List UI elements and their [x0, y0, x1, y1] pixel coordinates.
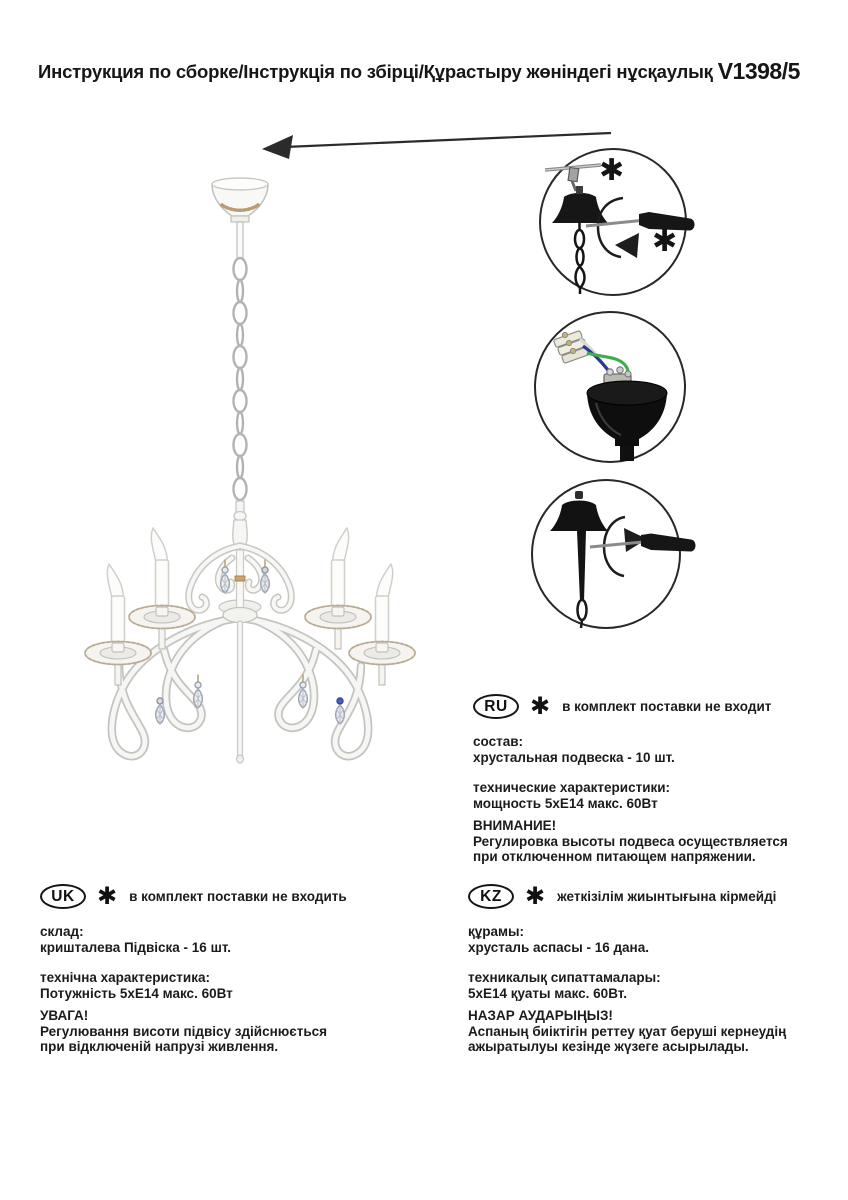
- section-ru: [473, 691, 818, 865]
- warning-line: Аспаның биіктігін реттеу қуат беруші кернеудің: [468, 1023, 787, 1039]
- warning-line: при відключеній напрузі живлення.: [40, 1039, 279, 1054]
- model-number: V1398/5: [717, 58, 800, 84]
- warning-line: при отключенном питающем напряжении.: [473, 849, 756, 864]
- step-3-diagram: [532, 480, 696, 628]
- composition-item: хрусталь аспасы - 16 дана.: [468, 939, 649, 955]
- warning-title: УВАГА!: [40, 1008, 89, 1023]
- tech-item: 5хЕ14 қуаты макс. 60Вт.: [468, 985, 627, 1001]
- hub-disc: [223, 608, 257, 623]
- section-uk-header: [40, 881, 440, 910]
- warning-line: Регулювання висоти підвісу здійснюється: [40, 1023, 328, 1039]
- canopy-icon: [212, 178, 268, 222]
- composition-title: склад:: [40, 924, 84, 939]
- tech-block: [473, 780, 818, 811]
- asterisk-icon: ✱: [97, 881, 118, 910]
- warning-title: НАЗАР АУДАРЫҢЫЗ!: [468, 1008, 613, 1023]
- asterisk-icon: ✱: [599, 153, 625, 188]
- section-uk: [40, 881, 440, 1055]
- warning-block: [468, 1008, 828, 1055]
- page-title: [38, 58, 838, 85]
- title-text: Инструкция по сборке/Інструкція по збірці/Құрастыру жөніндегі нұсқаулық: [38, 61, 713, 82]
- step-1-diagram: [540, 149, 695, 295]
- lang-badge-uk: UK: [40, 884, 86, 909]
- composition-block: [40, 924, 440, 955]
- lower-stem: [237, 621, 244, 763]
- warning-title: ВНИМАНИЕ!: [473, 818, 557, 833]
- asterisk-icon: ✱: [525, 881, 546, 910]
- asterisk-icon: ✱: [530, 691, 551, 720]
- not-included-note: жеткізілім жиынтығына кірмейді: [557, 888, 777, 904]
- tech-block: [40, 970, 440, 1001]
- warning-line: ажыратылуы кезінде жүзеге асырылады.: [468, 1039, 749, 1054]
- warning-block: [473, 818, 818, 865]
- composition-item: кришталева Підвіска - 16 шт.: [40, 939, 231, 955]
- not-included-note: в комплект поставки не входить: [129, 888, 347, 904]
- lang-badge-kz: KZ: [468, 884, 514, 909]
- composition-title: құрамы:: [468, 924, 525, 939]
- section-ru-header: [473, 691, 818, 720]
- tech-title: техникалық сипаттамалары:: [468, 970, 661, 985]
- composition-block: [473, 734, 818, 765]
- finial: [233, 501, 248, 548]
- section-kz-header: [468, 881, 828, 910]
- cup-nipple: [576, 186, 583, 194]
- central-column: [235, 550, 245, 608]
- tech-item: мощность 5хЕ14 макс. 60Вт: [473, 795, 658, 811]
- hanger-rod: [237, 222, 243, 258]
- lang-badge-ru: RU: [473, 694, 519, 719]
- composition-title: состав:: [473, 734, 523, 749]
- composition-block: [468, 924, 828, 955]
- assembly-steps: [520, 135, 705, 640]
- asterisk-icon: ✱: [652, 224, 678, 259]
- warning-block: [40, 1008, 440, 1055]
- composition-item: хрустальная подвеска - 10 шт.: [473, 749, 675, 765]
- chain-icon: [234, 258, 247, 500]
- not-included-note: в комплект поставки не входит: [562, 698, 772, 714]
- warning-line: Регулировка высоты подвеса осуществляется: [473, 833, 788, 849]
- section-kz: [468, 881, 828, 1055]
- step-2-diagram: [535, 312, 685, 462]
- tech-item: Потужність 5хЕ14 макс. 60Вт: [40, 985, 233, 1001]
- tech-block: [468, 970, 828, 1001]
- chandelier-photo: [60, 160, 470, 790]
- tech-title: технические характеристики:: [473, 780, 671, 795]
- tech-title: технічна характеристика:: [40, 970, 210, 985]
